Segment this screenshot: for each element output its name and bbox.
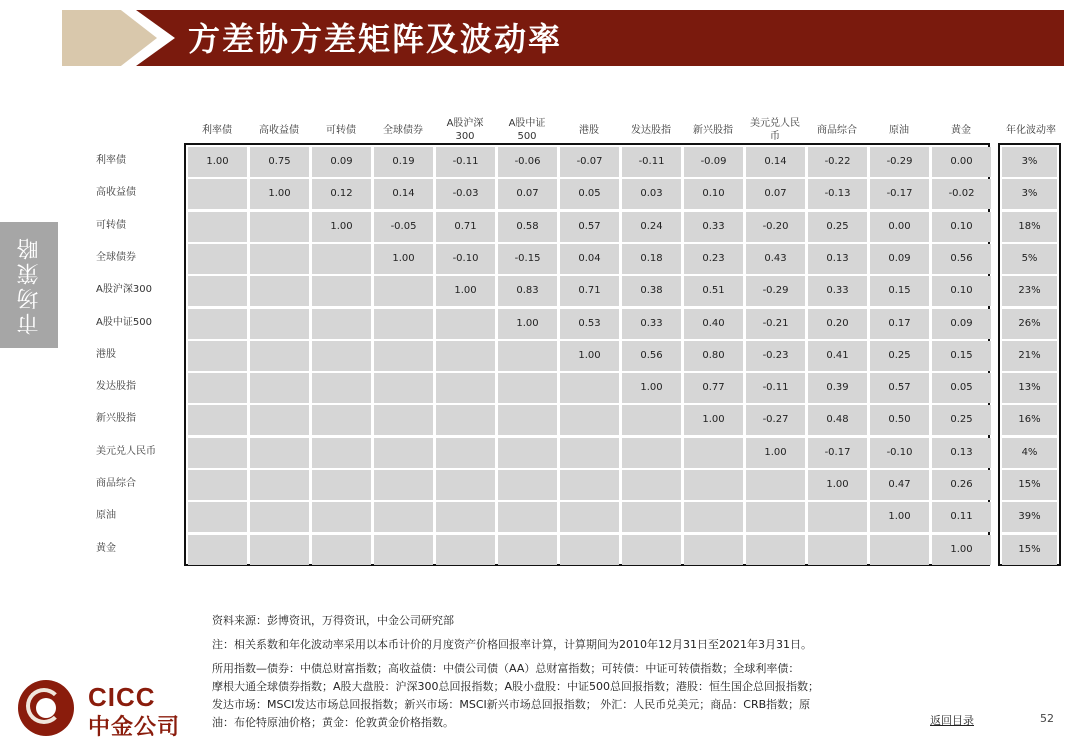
- matrix-cell: 0.13: [932, 438, 991, 468]
- matrix-cell: 1.00: [374, 244, 433, 274]
- matrix-cell: 0.33: [808, 276, 867, 306]
- matrix-cell: [188, 535, 247, 565]
- matrix-cell: [498, 373, 557, 403]
- matrix-cell: 0.48: [808, 405, 867, 435]
- matrix-cell: -0.11: [436, 147, 495, 177]
- matrix-cell: [808, 502, 867, 532]
- row-label: 黄金: [96, 542, 116, 554]
- matrix-cell: 0.10: [932, 212, 991, 242]
- matrix-cell: [622, 535, 681, 565]
- matrix-cell: [498, 470, 557, 500]
- matrix-cell: [622, 502, 681, 532]
- matrix-cell: [188, 244, 247, 274]
- matrix-cell: [250, 244, 309, 274]
- matrix-cell: -0.09: [684, 147, 743, 177]
- matrix-cell: [808, 535, 867, 565]
- matrix-cell: [188, 438, 247, 468]
- matrix-cell: -0.02: [932, 179, 991, 209]
- matrix-cell: 0.40: [684, 309, 743, 339]
- matrix-cell: -0.17: [870, 179, 929, 209]
- matrix-cell: [436, 470, 495, 500]
- volatility-header: 年化波动率: [1006, 124, 1056, 136]
- row-label: 新兴股指: [96, 413, 136, 425]
- matrix-cell: [188, 309, 247, 339]
- matrix-cell: [622, 438, 681, 468]
- matrix-cell: -0.27: [746, 405, 805, 435]
- index-note-line-3: 发达市场：MSCI发达市场总回报指数；新兴市场：MSCI新兴市场总回报指数； 外汇：人民币兑美元；商品：CRB指数；原: [212, 698, 811, 711]
- matrix-cell: -0.11: [746, 373, 805, 403]
- matrix-cell: 0.14: [746, 147, 805, 177]
- matrix-cell: 0.03: [622, 179, 681, 209]
- matrix-cell: 0.04: [560, 244, 619, 274]
- volatility-cell: 16%: [1002, 405, 1057, 435]
- column-header: 新兴股指: [693, 124, 733, 136]
- matrix-cell: [250, 341, 309, 371]
- matrix-cell: 1.00: [498, 309, 557, 339]
- matrix-cell: 0.09: [932, 309, 991, 339]
- volatility-cell: 3%: [1002, 147, 1057, 177]
- matrix-cell: [622, 470, 681, 500]
- column-header: A股沪深 300: [446, 118, 484, 142]
- matrix-cell: 0.53: [560, 309, 619, 339]
- matrix-cell: [498, 341, 557, 371]
- volatility-cell: 18%: [1002, 212, 1057, 242]
- matrix-cell: 0.38: [622, 276, 681, 306]
- column-header: 高收益债: [259, 124, 299, 136]
- matrix-cell: 0.07: [498, 179, 557, 209]
- row-label: 原油: [96, 510, 116, 522]
- column-header: 黄金: [951, 124, 971, 136]
- matrix-cell: 0.33: [684, 212, 743, 242]
- matrix-cell: -0.29: [870, 147, 929, 177]
- volatility-cell: 5%: [1002, 244, 1057, 274]
- matrix-cell: 1.00: [932, 535, 991, 565]
- matrix-cell: 0.51: [684, 276, 743, 306]
- row-label: 全球债券: [96, 251, 136, 263]
- row-label: 高收益债: [96, 187, 136, 199]
- matrix-cell: [560, 502, 619, 532]
- matrix-cell: [374, 502, 433, 532]
- matrix-cell: 0.23: [684, 244, 743, 274]
- matrix-cell: 0.47: [870, 470, 929, 500]
- matrix-cell: 0.83: [498, 276, 557, 306]
- matrix-cell: 0.09: [312, 147, 371, 177]
- matrix-cell: [436, 405, 495, 435]
- matrix-cell: 0.12: [312, 179, 371, 209]
- matrix-cell: 0.14: [374, 179, 433, 209]
- matrix-cell: [312, 438, 371, 468]
- matrix-cell: 0.25: [932, 405, 991, 435]
- page-title: 方差协方差矩阵及波动率: [188, 20, 563, 58]
- matrix-cell: [684, 502, 743, 532]
- volatility-cell: 39%: [1002, 502, 1057, 532]
- matrix-cell: 0.43: [746, 244, 805, 274]
- matrix-cell: [250, 309, 309, 339]
- matrix-cell: 0.80: [684, 341, 743, 371]
- matrix-cell: [188, 502, 247, 532]
- volatility-cell: 15%: [1002, 535, 1057, 565]
- index-note-line-1: 所用指数—债券：中债总财富指数；高收益债：中债公司债（AA）总财富指数；可转债：中证可转债指数；全球利率债：: [212, 662, 800, 675]
- matrix-cell: 0.15: [870, 276, 929, 306]
- matrix-cell: [250, 502, 309, 532]
- matrix-cell: 0.75: [250, 147, 309, 177]
- matrix-cell: 0.39: [808, 373, 867, 403]
- matrix-cell: 0.17: [870, 309, 929, 339]
- matrix-cell: [560, 535, 619, 565]
- volatility-cell: 13%: [1002, 373, 1057, 403]
- column-header: 利率债: [202, 124, 232, 136]
- correlation-matrix: [184, 143, 990, 566]
- matrix-cell: -0.11: [622, 147, 681, 177]
- matrix-cell: 0.13: [808, 244, 867, 274]
- matrix-cell: [374, 535, 433, 565]
- matrix-cell: 0.33: [622, 309, 681, 339]
- matrix-cell: [746, 535, 805, 565]
- matrix-cell: [374, 438, 433, 468]
- matrix-cell: [250, 405, 309, 435]
- matrix-cell: 0.26: [932, 470, 991, 500]
- matrix-cell: [870, 535, 929, 565]
- matrix-cell: 1.00: [312, 212, 371, 242]
- matrix-cell: [436, 535, 495, 565]
- matrix-cell: 0.25: [808, 212, 867, 242]
- matrix-cell: -0.22: [808, 147, 867, 177]
- matrix-cell: -0.10: [870, 438, 929, 468]
- matrix-cell: [498, 438, 557, 468]
- matrix-cell: 1.00: [622, 373, 681, 403]
- column-header: 可转债: [326, 124, 356, 136]
- matrix-cell: 1.00: [746, 438, 805, 468]
- matrix-cell: -0.07: [560, 147, 619, 177]
- row-label: A股沪深300: [96, 284, 152, 296]
- matrix-cell: 0.07: [746, 179, 805, 209]
- matrix-cell: [560, 373, 619, 403]
- matrix-cell: [684, 438, 743, 468]
- matrix-cell: [312, 276, 371, 306]
- matrix-cell: 0.57: [560, 212, 619, 242]
- matrix-cell: -0.05: [374, 212, 433, 242]
- matrix-cell: [622, 405, 681, 435]
- index-note-line-2: 摩根大通全球债券指数；A股大盘股：沪深300总回报指数；A股小盘股：中证500总回报指数；港股：恒生国企总回报指数；: [212, 680, 820, 693]
- matrix-cell: -0.21: [746, 309, 805, 339]
- volatility-cell: 21%: [1002, 341, 1057, 371]
- matrix-cell: [560, 405, 619, 435]
- volatility-cell: 3%: [1002, 179, 1057, 209]
- matrix-cell: 1.00: [560, 341, 619, 371]
- column-header: 港股: [579, 124, 599, 136]
- matrix-cell: 0.15: [932, 341, 991, 371]
- column-header: 美元兑人民 币: [750, 118, 800, 142]
- matrix-cell: [250, 212, 309, 242]
- column-header: A股中证 500: [508, 118, 546, 142]
- matrix-cell: [374, 405, 433, 435]
- row-label: 港股: [96, 348, 116, 360]
- matrix-cell: [436, 309, 495, 339]
- matrix-cell: 1.00: [436, 276, 495, 306]
- matrix-cell: [374, 341, 433, 371]
- matrix-cell: 0.11: [932, 502, 991, 532]
- matrix-cell: 0.10: [932, 276, 991, 306]
- matrix-cell: 0.25: [870, 341, 929, 371]
- matrix-cell: 1.00: [188, 147, 247, 177]
- matrix-cell: [436, 341, 495, 371]
- matrix-cell: 0.10: [684, 179, 743, 209]
- matrix-cell: [498, 502, 557, 532]
- page-number: 52: [1040, 712, 1054, 725]
- matrix-cell: 0.41: [808, 341, 867, 371]
- matrix-cell: [250, 373, 309, 403]
- logo-chinese-name: 中金公司: [88, 715, 181, 740]
- volatility-column: [998, 143, 1061, 566]
- matrix-cell: 0.57: [870, 373, 929, 403]
- volatility-cell: 15%: [1002, 470, 1057, 500]
- matrix-cell: 0.19: [374, 147, 433, 177]
- matrix-cell: [250, 276, 309, 306]
- matrix-cell: -0.06: [498, 147, 557, 177]
- matrix-cell: -0.10: [436, 244, 495, 274]
- matrix-cell: [312, 341, 371, 371]
- method-note: 注：相关系数和年化波动率采用以本币计价的月度资产价格回报率计算，计算期间为2010年12月31日至2021年3月31日。: [212, 638, 812, 651]
- matrix-cell: 0.00: [932, 147, 991, 177]
- column-header: 全球债券: [383, 124, 423, 136]
- matrix-cell: 0.20: [808, 309, 867, 339]
- matrix-cell: [374, 470, 433, 500]
- matrix-cell: -0.20: [746, 212, 805, 242]
- matrix-cell: [188, 179, 247, 209]
- matrix-cell: [498, 535, 557, 565]
- column-header: 商品综合: [817, 124, 857, 136]
- matrix-cell: [188, 373, 247, 403]
- matrix-cell: -0.15: [498, 244, 557, 274]
- matrix-cell: -0.23: [746, 341, 805, 371]
- logo-english-name: CICC: [88, 682, 156, 712]
- matrix-cell: 0.77: [684, 373, 743, 403]
- index-note-line-4: 油：布伦特原油价格；黄金：伦敦黄金价格指数。: [212, 716, 454, 729]
- matrix-cell: [312, 502, 371, 532]
- matrix-cell: [188, 212, 247, 242]
- matrix-cell: 0.71: [560, 276, 619, 306]
- column-header: 发达股指: [631, 124, 671, 136]
- row-label: 美元兑人民币: [96, 445, 156, 457]
- cicc-logo: [18, 678, 198, 738]
- matrix-cell: [746, 502, 805, 532]
- matrix-cell: [374, 309, 433, 339]
- matrix-cell: [746, 470, 805, 500]
- side-section-label: 市场策略: [16, 235, 42, 335]
- matrix-cell: [188, 276, 247, 306]
- matrix-cell: -0.03: [436, 179, 495, 209]
- matrix-cell: 0.50: [870, 405, 929, 435]
- matrix-cell: [560, 470, 619, 500]
- matrix-cell: [312, 244, 371, 274]
- matrix-cell: [312, 470, 371, 500]
- back-to-contents-link[interactable]: 返回目录: [930, 714, 974, 727]
- matrix-cell: [560, 438, 619, 468]
- volatility-cell: 26%: [1002, 309, 1057, 339]
- matrix-cell: 0.24: [622, 212, 681, 242]
- matrix-cell: [498, 405, 557, 435]
- matrix-cell: [312, 373, 371, 403]
- matrix-cell: 1.00: [808, 470, 867, 500]
- row-label: 可转债: [96, 219, 126, 231]
- matrix-cell: 1.00: [684, 405, 743, 435]
- matrix-cell: 0.09: [870, 244, 929, 274]
- matrix-cell: 1.00: [870, 502, 929, 532]
- matrix-cell: -0.29: [746, 276, 805, 306]
- matrix-cell: [436, 502, 495, 532]
- matrix-cell: 0.58: [498, 212, 557, 242]
- matrix-cell: [250, 470, 309, 500]
- row-label: 商品综合: [96, 478, 136, 489]
- matrix-cell: 0.56: [932, 244, 991, 274]
- matrix-cell: [188, 341, 247, 371]
- side-section-tab[interactable]: [0, 222, 58, 348]
- row-label: 利率债: [96, 155, 126, 166]
- column-header: 原油: [889, 124, 909, 136]
- matrix-cell: 0.56: [622, 341, 681, 371]
- matrix-cell: [312, 309, 371, 339]
- banner-accent: [62, 10, 157, 66]
- volatility-cell: 4%: [1002, 438, 1057, 468]
- matrix-cell: 0.05: [932, 373, 991, 403]
- matrix-cell: [188, 405, 247, 435]
- matrix-cell: [684, 535, 743, 565]
- matrix-cell: [436, 438, 495, 468]
- matrix-cell: 0.05: [560, 179, 619, 209]
- matrix-cell: [374, 373, 433, 403]
- matrix-cell: -0.17: [808, 438, 867, 468]
- row-label: 发达股指: [96, 381, 136, 393]
- matrix-cell: 0.00: [870, 212, 929, 242]
- matrix-cell: [374, 276, 433, 306]
- matrix-cell: [312, 535, 371, 565]
- matrix-cell: [250, 438, 309, 468]
- source-note: 资料来源：彭博资讯，万得资讯，中金公司研究部: [212, 614, 454, 627]
- matrix-cell: [188, 470, 247, 500]
- matrix-cell: 0.18: [622, 244, 681, 274]
- row-label: A股中证500: [96, 316, 152, 328]
- matrix-cell: [436, 373, 495, 403]
- matrix-cell: -0.13: [808, 179, 867, 209]
- matrix-cell: [312, 405, 371, 435]
- matrix-cell: [250, 535, 309, 565]
- volatility-cell: 23%: [1002, 276, 1057, 306]
- matrix-cell: [684, 470, 743, 500]
- matrix-cell: 0.71: [436, 212, 495, 242]
- matrix-cell: 1.00: [250, 179, 309, 209]
